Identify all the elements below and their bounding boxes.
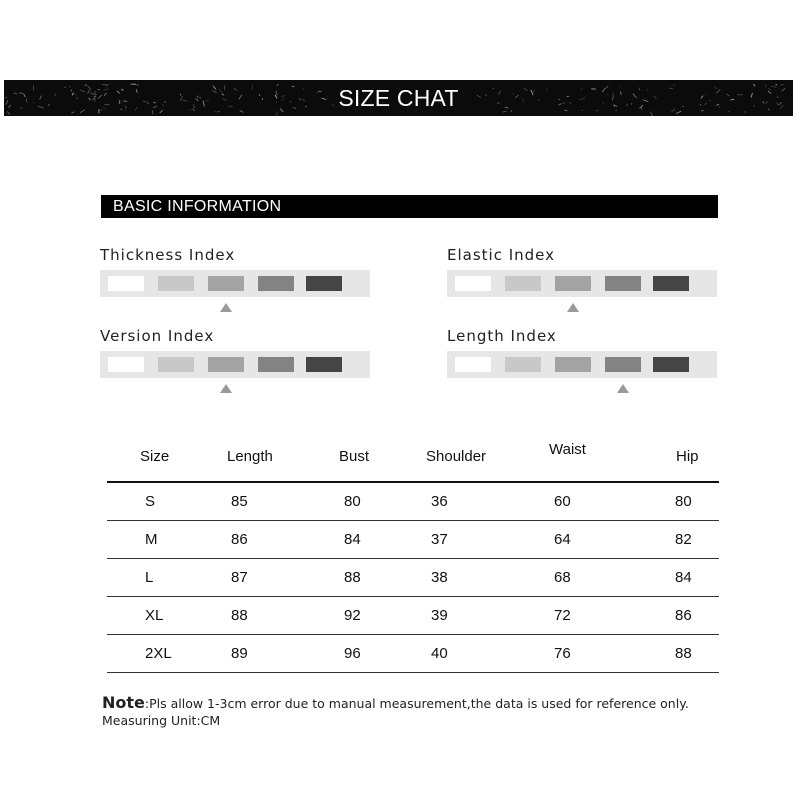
table-cell: 36 [416, 482, 537, 521]
header-waist: Waist [537, 432, 647, 482]
index-scale [447, 270, 717, 297]
table-row [107, 482, 719, 521]
triangle-marker-icon [220, 384, 232, 393]
table-cell: 72 [537, 597, 647, 635]
table-row [107, 559, 719, 597]
table-cell: 38 [416, 559, 537, 597]
table-cell: 39 [416, 597, 537, 635]
size-table [107, 432, 719, 673]
scale-swatch-2 [505, 276, 541, 291]
note-line [102, 694, 792, 712]
index-scale [447, 351, 717, 378]
table-cell: 84 [325, 521, 416, 559]
table-cell: 92 [325, 597, 416, 635]
scale-swatch-5 [306, 276, 342, 291]
table-cell: 37 [416, 521, 537, 559]
table-cell: 80 [325, 482, 416, 521]
table-cell: 64 [537, 521, 647, 559]
table-cell: 88 [647, 635, 719, 673]
table-cell: 80 [647, 482, 719, 521]
scale-swatch-2 [505, 357, 541, 372]
note [102, 694, 792, 729]
table-cell: 88 [214, 597, 325, 635]
table-cell: 88 [325, 559, 416, 597]
scale-swatch-1 [455, 357, 491, 372]
table-row [107, 597, 719, 635]
thickness-index [100, 245, 370, 297]
scale-swatch-4 [605, 276, 641, 291]
table-cell: 86 [647, 597, 719, 635]
header-length: Length [214, 432, 325, 482]
table-cell: 85 [214, 482, 325, 521]
scale-swatch-1 [455, 276, 491, 291]
scale-swatch-3 [208, 276, 244, 291]
table-cell: 76 [537, 635, 647, 673]
table-cell: L [107, 559, 214, 597]
table-cell: 96 [325, 635, 416, 673]
title-banner [4, 80, 793, 116]
scale-swatch-3 [555, 357, 591, 372]
table-cell: S [107, 482, 214, 521]
table-cell: M [107, 521, 214, 559]
scale-swatch-4 [258, 357, 294, 372]
elastic-index [447, 245, 717, 297]
scale-swatch-1 [108, 276, 144, 291]
table-cell: 84 [647, 559, 719, 597]
triangle-marker-icon [567, 303, 579, 312]
header-hip: Hip [647, 432, 719, 482]
index-scale [100, 351, 370, 378]
scale-swatch-3 [555, 276, 591, 291]
table-cell: 82 [647, 521, 719, 559]
table-row [107, 521, 719, 559]
index-label: Elastic Index [447, 246, 556, 264]
header-bust: Bust [325, 432, 416, 482]
scale-swatch-4 [605, 357, 641, 372]
scale-swatch-2 [158, 276, 194, 291]
index-label: Length Index [447, 327, 557, 345]
scale-swatch-4 [258, 276, 294, 291]
note-text: :Pls allow 1-3cm error due to manual measurement,the data is used for reference only. [144, 696, 689, 711]
scale-swatch-1 [108, 357, 144, 372]
table-cell: 2XL [107, 635, 214, 673]
scale-swatch-5 [653, 276, 689, 291]
table-cell: XL [107, 597, 214, 635]
table-cell: 87 [214, 559, 325, 597]
note-title: Note [102, 693, 145, 712]
index-scale [100, 270, 370, 297]
table-header-row [107, 432, 719, 482]
scale-swatch-5 [306, 357, 342, 372]
length-index [447, 326, 717, 378]
table-cell: 60 [537, 482, 647, 521]
scale-swatch-3 [208, 357, 244, 372]
version-index [100, 326, 370, 378]
section-header: BASIC INFORMATION [101, 195, 718, 218]
table-cell: 89 [214, 635, 325, 673]
table-row [107, 635, 719, 673]
measuring-unit: Measuring Unit:CM [102, 713, 221, 728]
index-label: Thickness Index [100, 246, 236, 264]
header-shoulder: Shoulder [416, 432, 537, 482]
index-label: Version Index [100, 327, 215, 345]
triangle-marker-icon [617, 384, 629, 393]
triangle-marker-icon [220, 303, 232, 312]
table-cell: 68 [537, 559, 647, 597]
scale-swatch-5 [653, 357, 689, 372]
table-cell: 40 [416, 635, 537, 673]
table-cell: 86 [214, 521, 325, 559]
scale-swatch-2 [158, 357, 194, 372]
header-size: Size [107, 432, 214, 482]
banner-title: SIZE CHAT [338, 85, 459, 111]
